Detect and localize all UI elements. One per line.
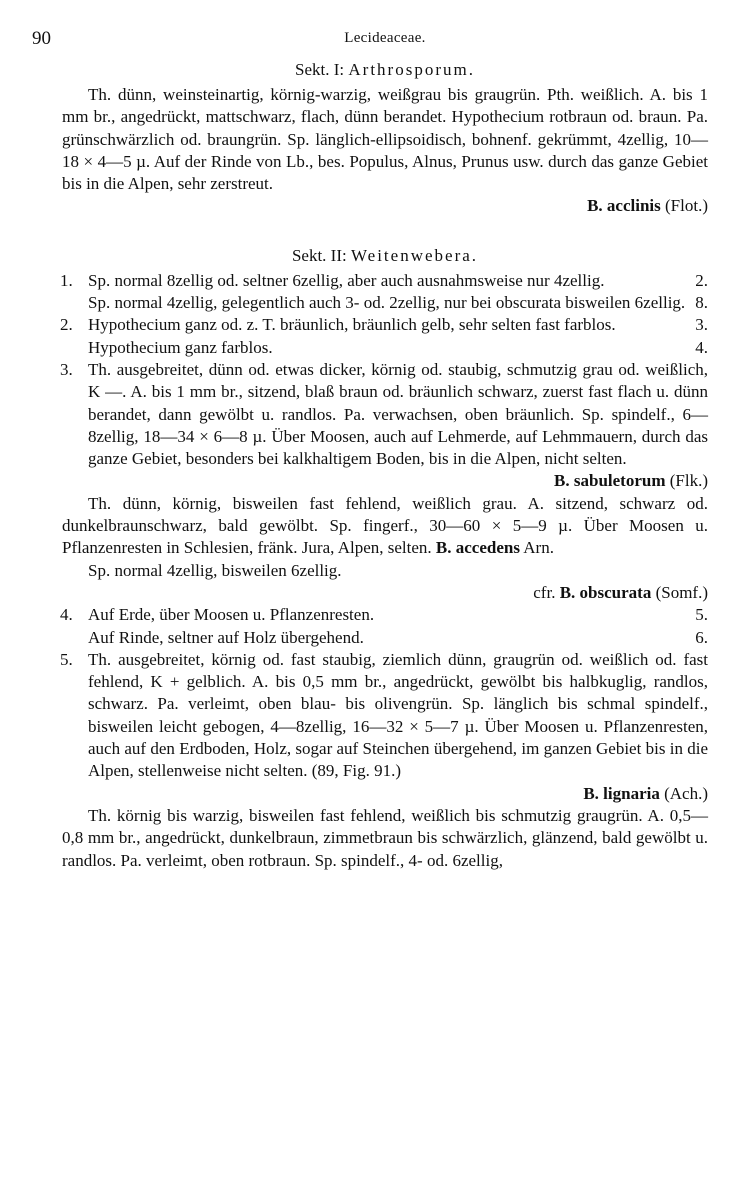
section-prefix: Sekt. II:: [291, 245, 347, 265]
key-ref: 8.: [695, 293, 708, 313]
key-text: Hypothecium ganz od. z. T. bräunlich, bräunlich gelb, sehr selten fast farblos.: [88, 315, 616, 335]
key-ref: 3.: [695, 315, 708, 335]
section-heading-1: [62, 60, 708, 80]
running-head: Lecideaceae.: [344, 30, 426, 46]
key-entry: [62, 337, 708, 359]
species-author: (Ach.): [664, 783, 708, 803]
page-header: [32, 28, 708, 58]
key-ref: 5.: [695, 605, 708, 625]
note-line: Sp. normal 4zellig, bisweilen 6zellig.: [88, 560, 342, 580]
key-text: Auf Erde, über Moosen u. Pflanzenresten.: [88, 605, 375, 625]
key-text: Hypothecium ganz farblos.: [88, 337, 273, 357]
key-number: 3.: [60, 359, 73, 379]
key-entry-3: [62, 359, 708, 470]
key-entry: [62, 604, 708, 626]
entry-description: Th. ausgebreitet, körnig od. fast staubig, ziemlich dünn, graugrün od. weißlich od. fast fehlend, K + gelblich. A. bis 0,5 mm br., angedrückt, gewölbt bis halbkuglig, randlos, schwarz. Pa. verleimt, oben blau- bis olivengrün. Sp. länglich bis schmal spindelf., bisweilen leicht gebogen, 4—8zellig, 16—32 × 5—7 µ. Über Moosen u. Pflanzenresten, auch auf den Erdboden, Holz, sogar auf Steinchen übergehend, im ganzen Gebiet bis in die Alpen, stellenweise nicht selten. (89, Fig. 91.): [88, 649, 708, 781]
key-entry: [62, 292, 708, 314]
section-name: Arthrosporum.: [348, 60, 475, 79]
section-heading-2: [62, 246, 708, 266]
key-entry: [62, 627, 708, 649]
section-prefix: Sekt. I:: [295, 60, 345, 79]
key-entry: [62, 270, 708, 292]
species-author: (Flk.): [669, 471, 708, 491]
key-text: Sp. normal 4zellig, gelegentlich auch 3- od. 2zellig, nur bei obscurata bisweilen 6zellig.: [88, 293, 686, 313]
alt-species-description: Th. körnig bis warzig, bisweilen fast fehlend, weißlich bis schmutzig graugrün. A. 0,5—0,8 mm br., angedrückt, dunkelbraun, zimmetbraun bis schwärzlich, glänzend, bald gewölbt u. randlos. Pa. verleimt, oben rotbraun. Sp. spindelf., 4- od. 6zellig,: [62, 805, 708, 870]
entry-description: Th. ausgebreitet, dünn od. etwas dicker, körnig od. staubig, schmutzig grau od. weißlich, K —. A. bis 1 mm br., sitzend, blaß braun od. bräunlich schwarz, zuerst fast flach u. dünn berandet, dann gewölbt u. randlos. Pa. verwachsen, oben bräunlich. Sp. spindelf., 6—8zellig, 18—34 × 6—8 µ. Über Moosen, auch auf Lehmerde, auf Lehmmauern, durch das ganze Gebiet, besonders bei kalkhaltigem Boden, bis in die Alpen, nicht selten.: [88, 359, 708, 469]
key-text: Sp. normal 8zellig od. seltner 6zellig, aber auch ausnahmsweise nur 4zellig.: [88, 270, 605, 290]
species-line: [62, 783, 708, 805]
key-number: 4.: [60, 605, 73, 625]
alt-species-description: Th. dünn, körnig, bisweilen fast fehlend, weißlich grau. A. sitzend, schwarz od. dunkelbraunschwarz, bald gewölbt. Sp. fingerf., 30—60 × 5—9 µ. Über Moosen u. Pflanzenresten in Schlesien, fränk. Jura, Alpen, selten. B. accedens Arn.: [62, 493, 708, 558]
species-line: [62, 195, 708, 217]
key-ref: 6.: [695, 627, 708, 647]
section-name: Weitenwebera.: [350, 245, 479, 265]
book-page: [32, 28, 708, 872]
key-entry: [62, 314, 708, 336]
species-line: [62, 470, 708, 492]
species-name: B. obscurata: [559, 582, 652, 602]
key-text: Auf Rinde, seltner auf Holz übergehend.: [88, 627, 364, 647]
species-author: (Somf.): [655, 582, 708, 602]
cfr-line: cfr. B. obscurata (Somf.): [533, 582, 708, 602]
species-name: B. sabuletorum: [554, 471, 666, 491]
species-name: B. acclinis: [587, 196, 661, 216]
species-name: B. accedens: [435, 538, 520, 558]
key-number: 1.: [60, 270, 73, 290]
key-number: 5.: [60, 649, 73, 669]
page-number: 90: [32, 28, 51, 49]
species-author: (Flot.): [665, 196, 708, 216]
key-ref: 2.: [695, 270, 708, 290]
key-ref: 4.: [695, 337, 708, 357]
key-entry-5: [62, 649, 708, 783]
section-1-description: Th. dünn, weinsteinartig, körnig-warzig, weißgrau bis graugrün. Pth. weißlich. A. bis 1 mm br., angedrückt, mattschwarz, flach, dünn berandet. Hypothecium rotbraun od. braun. Pa. grünschwärzlich od. braungrün. Sp. länglich-ellipsoidisch, bohnenf. gekrümmt, 4zellig, 10—18 × 4—5 µ. Auf der Rinde von Lb., bes. Populus, Alnus, Prunus usw. durch das ganze Gebiet bis in die Alpen, sehr zerstreut.: [62, 85, 708, 194]
key-number: 2.: [60, 315, 73, 335]
species-name: B. lignaria: [583, 783, 660, 803]
species-author: Arn.: [523, 538, 554, 558]
